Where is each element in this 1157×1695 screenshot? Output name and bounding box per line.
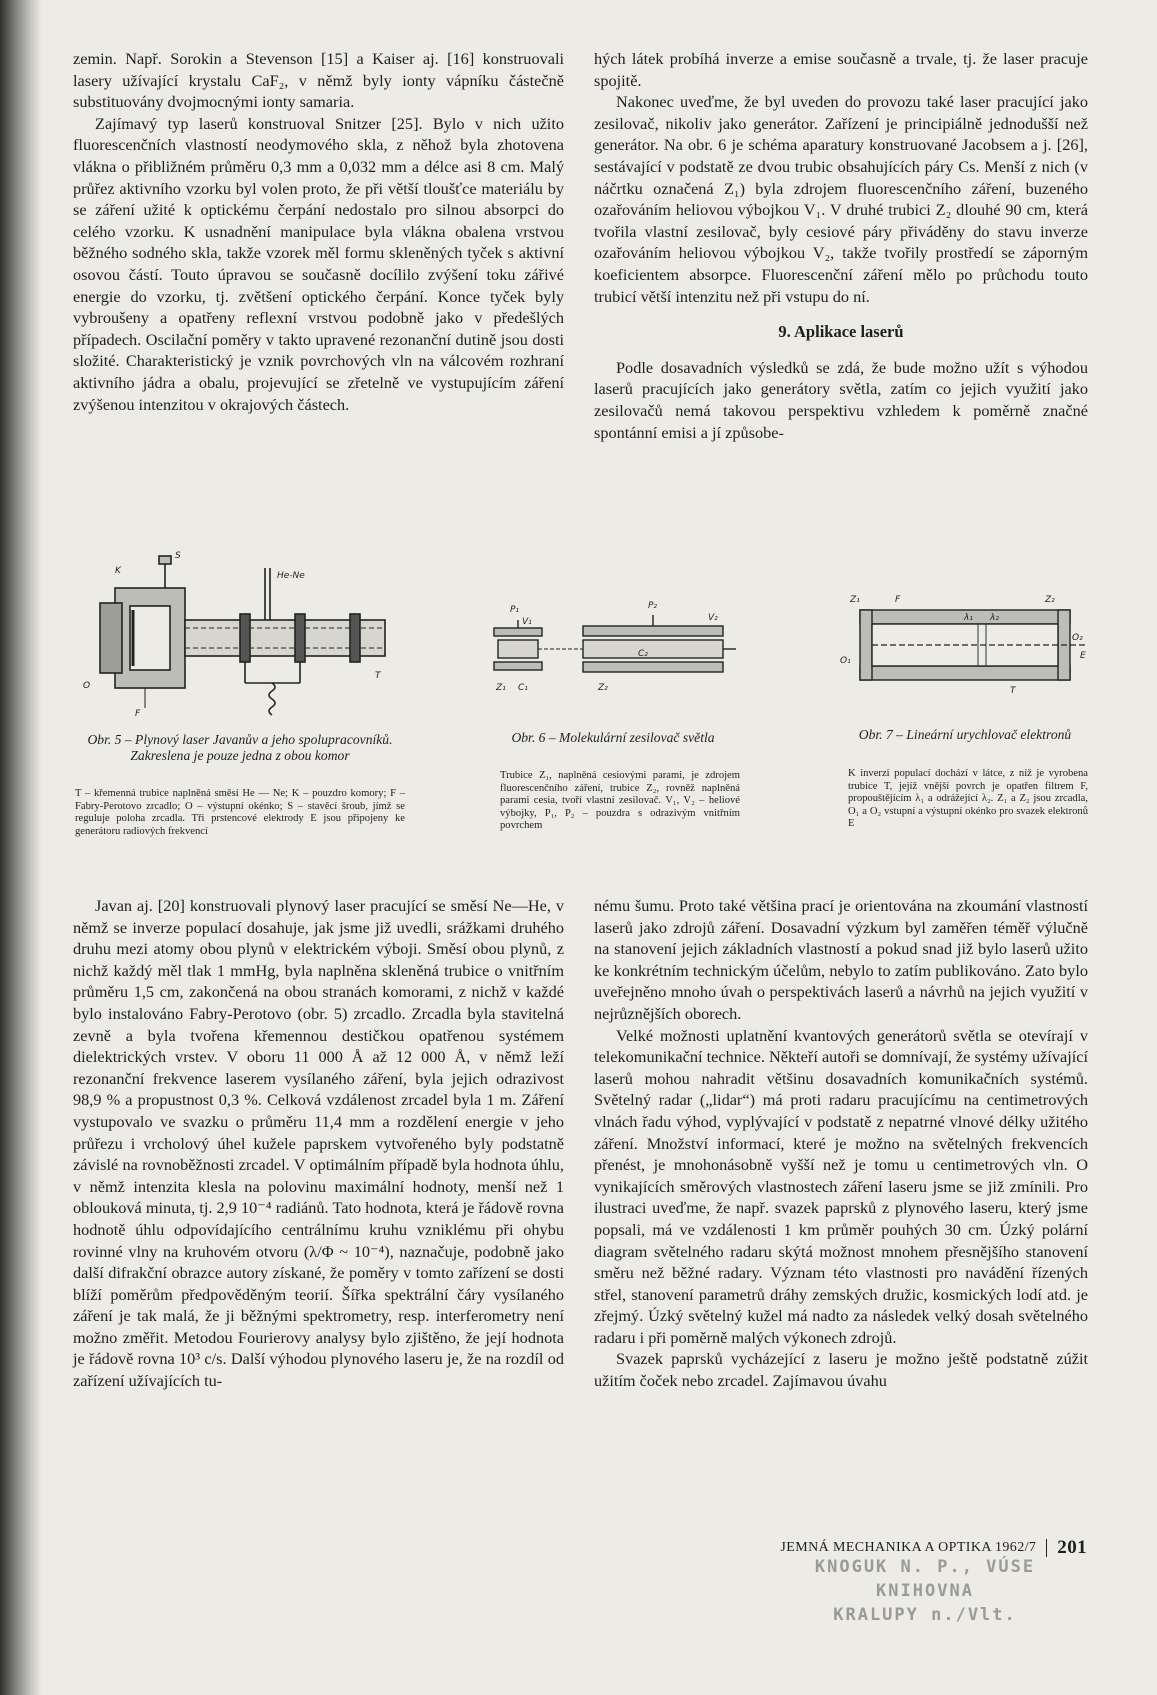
right-column-top bbox=[594, 48, 1088, 443]
fig6-label-v2: V₂ bbox=[708, 613, 718, 623]
fig6-label-p1: P₁ bbox=[510, 605, 520, 615]
library-stamp bbox=[760, 1555, 1090, 1655]
paragraph: Javan aj. [20] konstruovali plynový laser pracující se směsí Ne—He, v němž se inverze populací dosahuje, jak jsme již uvedli, srážkami druhého druhu mezi atomy obou plynů v elektrickém výboji. Směsí obou plynů, z nichž každý měl tlak 1 mmHg, byla naplněna skleněná trubice o vnitřním průměru 1,5 cm, zakončená na obou stranách komorami, z nichž v každé bylo instalováno Fabry-Perotovo (obr. 5) zrcadlo. Zrcadla byla stavitelná zevně a byla tvořena křemennou destičkou opatřenou systémem dielektrických vrstev. V oboru 11 000 Å až 12 000 Å, v němž leží rezonanční frekvence laserem vysílaného záření, byla jejich odrazivost 98,9 % a propustnost 0,3 %. Celková vzdálenost zrcadel byla 1 m. Záření vystupovalo ve svazku o průměru 11,4 mm a rozdělení energie v jeho průřezu i vrcholový úhel kužele paprskem vytvořeného byly podstatně závislé na rovnoběžnosti zrcadel. V optimálním případě byla hodnota úhlu, v němž intenzita klesla na polovinu maximální hodnoty, menší než 1 oblouková minuta, tj. 2,9 10⁻⁴ radiánů. Tato hodnota, která je řádově rovna hodnotě úhlu odpovídajícího centrálnímu kruhu vzniklému při ohybu rovinné vlny na kruhovém otvoru (λ/Φ ~ 10⁻⁴), naznačuje, podobně jako další difrakční obrazce autory získané, že poměry v tomto zařízení se dosti blíží poměrům předpověděným teorií. Šířka spektrální čáry vysílaného záření je tak malá, že ji běžnými spektrometry, resp. interferometry není možno změřit. Metodou Fourierovy analysy bylo zjištěno, že její hodnota je řádově rovna 10³ c/s. Další výhodou plynového laseru je, že na rozdíl od zařízení užívajících tu- bbox=[73, 896, 564, 1391]
figure-6-legend: Trubice Z₁, naplněná cesiovými parami, je zdrojem fluorescenčního záření, trubice Z₂, rovněž naplněná parami cesia, tvoří vlastní zesilovač. V₁, V₂ – heliové výbojky, P₁, P₂ – pouzdra s odrazivým vnitřním povrchem bbox=[500, 770, 740, 832]
fig6-label-c2: C₂ bbox=[638, 649, 648, 659]
figure-5-diagram bbox=[75, 548, 405, 728]
journal-name: JEMNÁ MECHANIKA A OPTIKA 1962/7 bbox=[780, 1540, 1037, 1555]
fig5-label-he-ne: He-Ne bbox=[277, 571, 305, 581]
fig6-label-z2: Z₂ bbox=[598, 683, 608, 693]
paragraph: Velké možnosti uplatnění kvantových generátorů světla se otevírají v telekomunikační technice. Někteří autoři se domnívají, že systémy užívající laserů mohou nahradit většinu dosavadních komunikačních systémů. Světelný radar („lidar“) má proti radaru pracujícímu na centimetrových vlnách řadu výhod, vyplývající v podstatě z nepatrné vlnové délky užitého záření. Množství informací, které je možno na světelných frekvencích přenést, je mnohonásobně vyšší než je tomu u centimetrových vln. O vynikajících směrových vlastnostech záření laseru jsme se již zmínili. Pro ilustraci uveďme, že např. svazek paprsků z plynového laseru, který jsme popsali, má ve vzdálenosti 1 km průměr pouhých 30 cm. Úzký polární diagram světelného radaru skýtá možnost mnohem přesnějšího stanovení směru než běžné radary. Význam této vlastnosti pro navádění řízených střel, stanovení parametrů dráhy zemských družic, kosmických lodí atd. je zřejmý. Úzký světelný kužel má nadto za následek velký dosah světelného radaru i při poměrně malých výkonech zdrojů. bbox=[594, 1025, 1088, 1347]
figure-6-caption: Obr. 6 – Molekulární zesilovač světla bbox=[511, 730, 715, 745]
fig5-label-k: K bbox=[115, 566, 121, 576]
book-spine-shadow bbox=[0, 0, 42, 1695]
fig7-label-lambda2: λ₂ bbox=[990, 613, 999, 623]
fig7-label-z1: Z₁ bbox=[850, 595, 860, 605]
figure-5-caption: Obr. 5 – Plynový laser Javanův a jeho spolupracovníků. Zakreslena je pouze jedna z obou komor bbox=[87, 732, 393, 763]
right-column-bottom bbox=[594, 895, 1088, 1392]
paragraph: nému šumu. Proto také většina prací je orientována na zkoumání vlastností laserů jako zdrojů záření. Dosavadní výzkum byl zaměřen téměř výlučně na stanovení jejich základních vlastností a pokud snad již bylo laserů užito ke konkrétním technickým účelům, nebylo to zatím publikováno. Zato bylo uveřejněno mnoho úvah o perspektivách laserů a návrhů na jejich využití v nejrůznějších oborech. bbox=[594, 896, 1088, 1023]
figure-5-legend: T – křemenná trubice naplněná směsí He — Ne; K – pouzdro komory; F – Fabry-Perotovo zrcadlo; O – výstupní okénko; S – stavěcí šroub, jímž se reguluje poloha zrcadla. Tři prstencové elektrody E jsou připojeny ke generátoru radiových frekvencí bbox=[75, 788, 405, 837]
fig5-label-s: S bbox=[175, 551, 181, 561]
stamp-line: KNIHOVNA bbox=[876, 1581, 974, 1601]
figure-7-legend: K inverzi populací dochází v látce, z níž je vyrobena trubice T, jejíž vnější povrch je opatřen filtrem F, propouštějícím λ₁ a odrážející λ₂. Z₁ a Z₂ jsou zrcadla, O₁ a O₂ vstupní a výstupní okénko pro svazek elektronů E bbox=[848, 768, 1088, 830]
fig7-label-z2: Z₂ bbox=[1045, 595, 1055, 605]
fig7-label-o2: O₂ bbox=[1072, 633, 1083, 643]
paragraph: Nakonec uveďme, že byl uveden do provozu také laser pracující jako zesilovač, nikoliv jako generátor. Zařízení je principiálně jednodušší než generátor. Na obr. 6 je schéma aparatury konstruované Jacobsem a j. [26], sestávající v podstatě ze dvou trubic obsahujících páry Cs. Menší z nich (v náčrtku označená Z₁) byla zdrojem fluorescenčního záření, buzeného ozařováním heliovou výbojkou V₁. V druhé trubici Z₂ dlouhé 90 cm, která tvořila vlastní zesilovač, byly cesiové páry přiváděny do stavu inverze ozařováním heliovou výbojkou V₂, takže tvořily prostředí se záporným koeficientem absorpce. Fluorescenční záření mělo po průchodu touto trubicí větší intenzitu než při vstupu do ní. bbox=[594, 92, 1088, 306]
figure-7-diagram bbox=[840, 588, 1090, 698]
stamp-line: KRALUPY n./Vlt. bbox=[833, 1605, 1017, 1625]
fig6-label-p2: P₂ bbox=[648, 601, 658, 611]
fig6-label-z1: Z₁ bbox=[496, 683, 506, 693]
section-heading: 9. Aplikace laserů bbox=[778, 322, 904, 342]
fig5-label-t: T bbox=[375, 671, 381, 681]
figure-6-diagram bbox=[488, 590, 738, 700]
fig7-label-e: E bbox=[1080, 651, 1086, 661]
fig6-label-c1: C₁ bbox=[518, 683, 528, 693]
left-column-bottom bbox=[73, 895, 564, 1392]
paragraph: Zajímavý typ laserů konstruoval Snitzer [25]. Bylo v nich užito fluorescenčních vlastností neodymového skla, z něhož byla zhotovena vlákna o přibližném průměru 0,3 mm a 0,032 mm a délce asi 8 cm. Malý průřez aktivního vzorku byl volen proto, že při větší tloušťce materiálu by se záření užité k optickému čerpání nedostalo pro silnou absorpci do celého vzorku. K usnadnění manipulace byla vlákna obalena vrstvou běžného sodného skla, takže vzorek měl formu skleněných tyček s aktivní osovou částí. Touto úpravou se současně docílilo zvýšení toku zářivé energie do vzorku, tj. zvětšení optického čerpání. Konce tyček byly vybroušeny a opatřeny reflexní vrstvou podobně jako v předešlých případech. Oscilační poměry v takto upravené rezonanční dutině jsou dosti složité. Charakteristický je vznik povrchových vln na válcovém rozhraní aktivního jádra a obalu, projevující se zřetelně ve vystupujícím záření zvýšenou intenzitou v okrajových částech. bbox=[73, 113, 564, 414]
paragraph: Svazek paprsků vycházející z laseru je možno ještě podstatně zúžit užitím čoček nebo zrcadel. Zajímavou úvahu bbox=[594, 1349, 1088, 1391]
paragraph: zemin. Např. Sorokin a Stevenson [15] a Kaiser aj. [16] konstruovali lasery užívající krystalu CaF₂, v němž byly ionty vápníku částečně substituovány dvojmocnými ionty samaria. bbox=[73, 49, 564, 112]
paragraph: hých látek probíhá inverze a emise současně a trvale, tj. že laser pracuje spojitě. bbox=[594, 49, 1088, 90]
page-number: 201 bbox=[1057, 1537, 1087, 1558]
stamp-line: KNOGUK N. P., VÚSE bbox=[814, 1557, 1036, 1577]
fig7-label-o1: O₁ bbox=[840, 656, 851, 666]
fig5-label-o: O bbox=[83, 681, 91, 691]
fig7-label-t: T bbox=[1010, 686, 1016, 696]
fig7-label-lambda1: λ₁ bbox=[964, 613, 973, 623]
figure-7-caption: Obr. 7 – Lineární urychlovač elektronů bbox=[858, 727, 1072, 742]
fig5-label-f: F bbox=[135, 709, 141, 719]
left-column-top bbox=[73, 48, 564, 415]
paragraph: Podle dosavadních výsledků se zdá, že bude možno užít s výhodou laserů pracujících jako generátory světla, zatím co jejich využití jako zesilovačů nemá takovou perspektivu vzhledem k poměrně značné spontánní emisi a jí způsobe- bbox=[594, 357, 1088, 442]
fig7-label-f: F bbox=[895, 595, 901, 605]
fig6-label-v1: V₁ bbox=[522, 617, 532, 627]
